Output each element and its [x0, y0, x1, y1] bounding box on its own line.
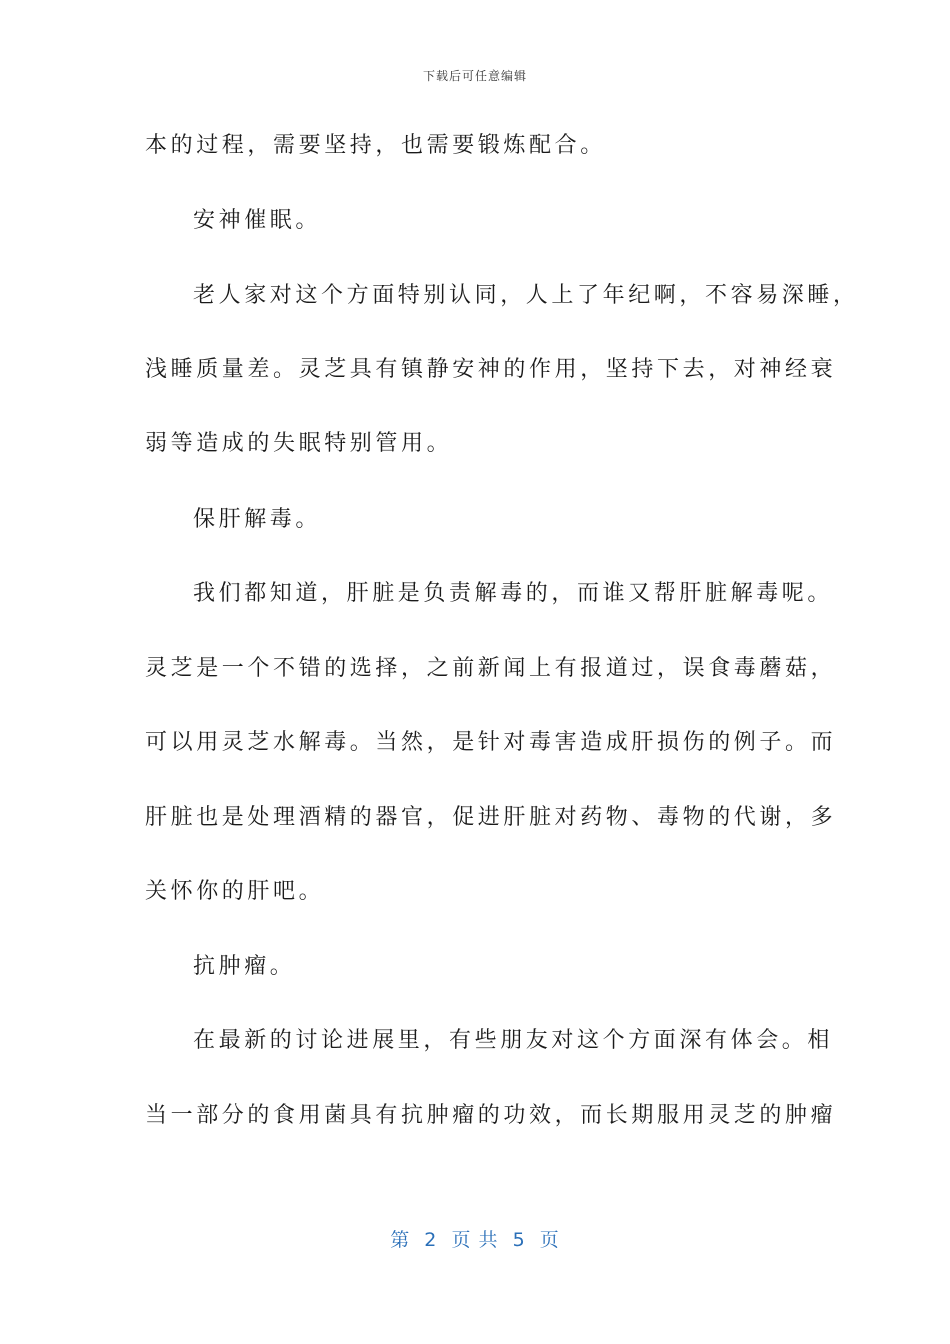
section-heading: 保肝解毒。 [193, 507, 322, 532]
section-heading: 抗肿瘤。 [193, 954, 296, 979]
text-line: 本的过程，需要坚持，也需要锻炼配合。 [145, 133, 606, 158]
text-line: 在最新的讨论进展里，有些朋友对这个方面深有体会。相 [193, 1028, 834, 1053]
text-line: 关怀你的肝吧。 [145, 879, 325, 904]
text-line: 我们都知道，肝脏是负责解毒的，而谁又帮肝脏解毒呢。 [193, 581, 834, 606]
text-line: 肝脏也是处理酒精的器官，促进肝脏对药物、毒物的代谢，多 [145, 805, 837, 830]
header-note: 下载后可任意编辑 [422, 69, 527, 83]
text-line: 当一部分的食用菌具有抗肿瘤的功效，而长期服用灵芝的肿瘤 [145, 1103, 837, 1128]
text-line: 弱等造成的失眠特别管用。 [145, 431, 453, 456]
text-line: 灵芝是一个不错的选择，之前新闻上有报道过，误食毒蘑菇， [145, 656, 837, 681]
page-number: 第 2 页 共 5 页 [390, 1229, 560, 1251]
section-heading: 安神催眠。 [193, 208, 322, 233]
text-line: 老人家对这个方面特别认同，人上了年纪啊，不容易深睡， [193, 283, 859, 308]
text-line: 浅睡质量差。灵芝具有镇静安神的作用，坚持下去，对神经衰 [145, 357, 837, 382]
text-line: 可以用灵芝水解毒。当然，是针对毒害造成肝损伤的例子。而 [145, 730, 837, 755]
